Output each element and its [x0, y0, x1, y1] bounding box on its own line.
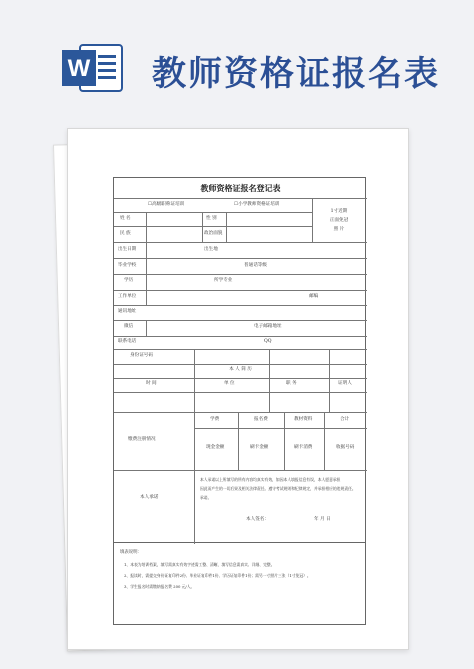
birth-date-label: 出生日期	[118, 247, 137, 252]
photo-caption-3: 照 片	[333, 227, 345, 232]
commitment-label: 本人承诺	[140, 495, 159, 500]
notes-item-3: 3、学生报名时需缴纳报名费 200 元/人。	[124, 584, 195, 589]
notes-item-1: 1、本表为培训档案，填写需真实有效字迹需工整、清晰，填写信息需真实、详细、完整。	[124, 562, 275, 567]
resume-col-position: 职 务	[286, 381, 297, 386]
major-label: 所学专业	[214, 278, 233, 283]
degree-label: 学历	[124, 278, 134, 283]
form-notes	[113, 543, 366, 625]
fee-card-amount-label: 刷卡金额	[250, 445, 269, 450]
page-title: 教师资格证报名表	[152, 54, 440, 94]
option-primary-certificate[interactable]: ☐小学教师资格证培训	[234, 202, 280, 207]
registration-form	[113, 177, 366, 543]
workplace-label: 工作单位	[118, 294, 137, 299]
option-senior-certificate[interactable]: ☐高级职称证培训	[148, 202, 185, 207]
fee-total-label: 合计	[340, 417, 350, 422]
email-label: 电子邮箱地址	[254, 324, 282, 329]
page-header	[0, 0, 474, 118]
commitment-text-1: 本人承诺以上所填写的所有内容均真实有效，如因本人填报信息有误，本人愿意承担	[200, 477, 341, 482]
commitment-text-3: 承诺。	[200, 495, 212, 500]
fee-section-label: 缴费注册情况	[128, 437, 156, 442]
fee-tuition-label: 学费	[210, 417, 220, 422]
notes-heading: 填表说明：	[120, 550, 142, 555]
fee-registration-label: 报名费	[254, 417, 268, 422]
form-title: 教师资格证报名登记表	[200, 183, 281, 193]
fee-card-payment-label: 刷卡消费	[294, 445, 313, 450]
birthplace-label: 出生地	[204, 247, 218, 252]
svg-text:W: W	[67, 55, 91, 82]
word-document-icon	[62, 42, 124, 94]
qq-label: QQ	[264, 339, 272, 344]
fee-cash-label: 现金金额	[206, 445, 225, 450]
photo-caption-2: 正面免冠	[329, 218, 349, 223]
postcode-label: 邮编	[309, 294, 319, 299]
school-label: 毕业学校	[118, 263, 137, 268]
address-label: 通讯地址	[118, 309, 137, 314]
ethnicity-label: 民 族	[120, 231, 131, 236]
resume-col-unit: 单 位	[224, 381, 235, 386]
signature-label: 本人签名：	[246, 517, 269, 522]
mandarin-level-label: 普通话等级	[244, 263, 267, 268]
signature-date: 年 月 日	[314, 517, 331, 522]
fee-receipt-label: 收据号码	[336, 445, 355, 450]
resume-section-title: 本 人 简 历	[229, 367, 252, 372]
notes-item-2: 2、报读时，需提交身份证复印件2份、毕业证复印件1份、学历证复印件1份；需另一寸照片三张（1寸免冠）。	[124, 573, 311, 578]
resume-col-time: 时 间	[146, 381, 157, 386]
photo-box	[312, 198, 366, 242]
id-number-label: 身份证号码	[130, 353, 153, 358]
name-label: 姓 名	[120, 216, 131, 221]
gender-label: 性 别	[206, 216, 217, 221]
fee-materials-label: 教材资料	[294, 417, 313, 422]
commitment-text-2: 因此而产生的一切后果及相关法律责任。遵守考试规则和纪律规定，并承担相应的违规责任。	[200, 486, 356, 491]
resume-col-witness: 证明人	[338, 381, 352, 386]
phone-label: 联系电话	[118, 339, 137, 344]
politics-label: 政治面貌	[204, 231, 223, 236]
wechat-label: 微信	[124, 324, 134, 329]
photo-caption-1: 1寸近期	[330, 209, 348, 214]
document-page	[67, 128, 409, 650]
